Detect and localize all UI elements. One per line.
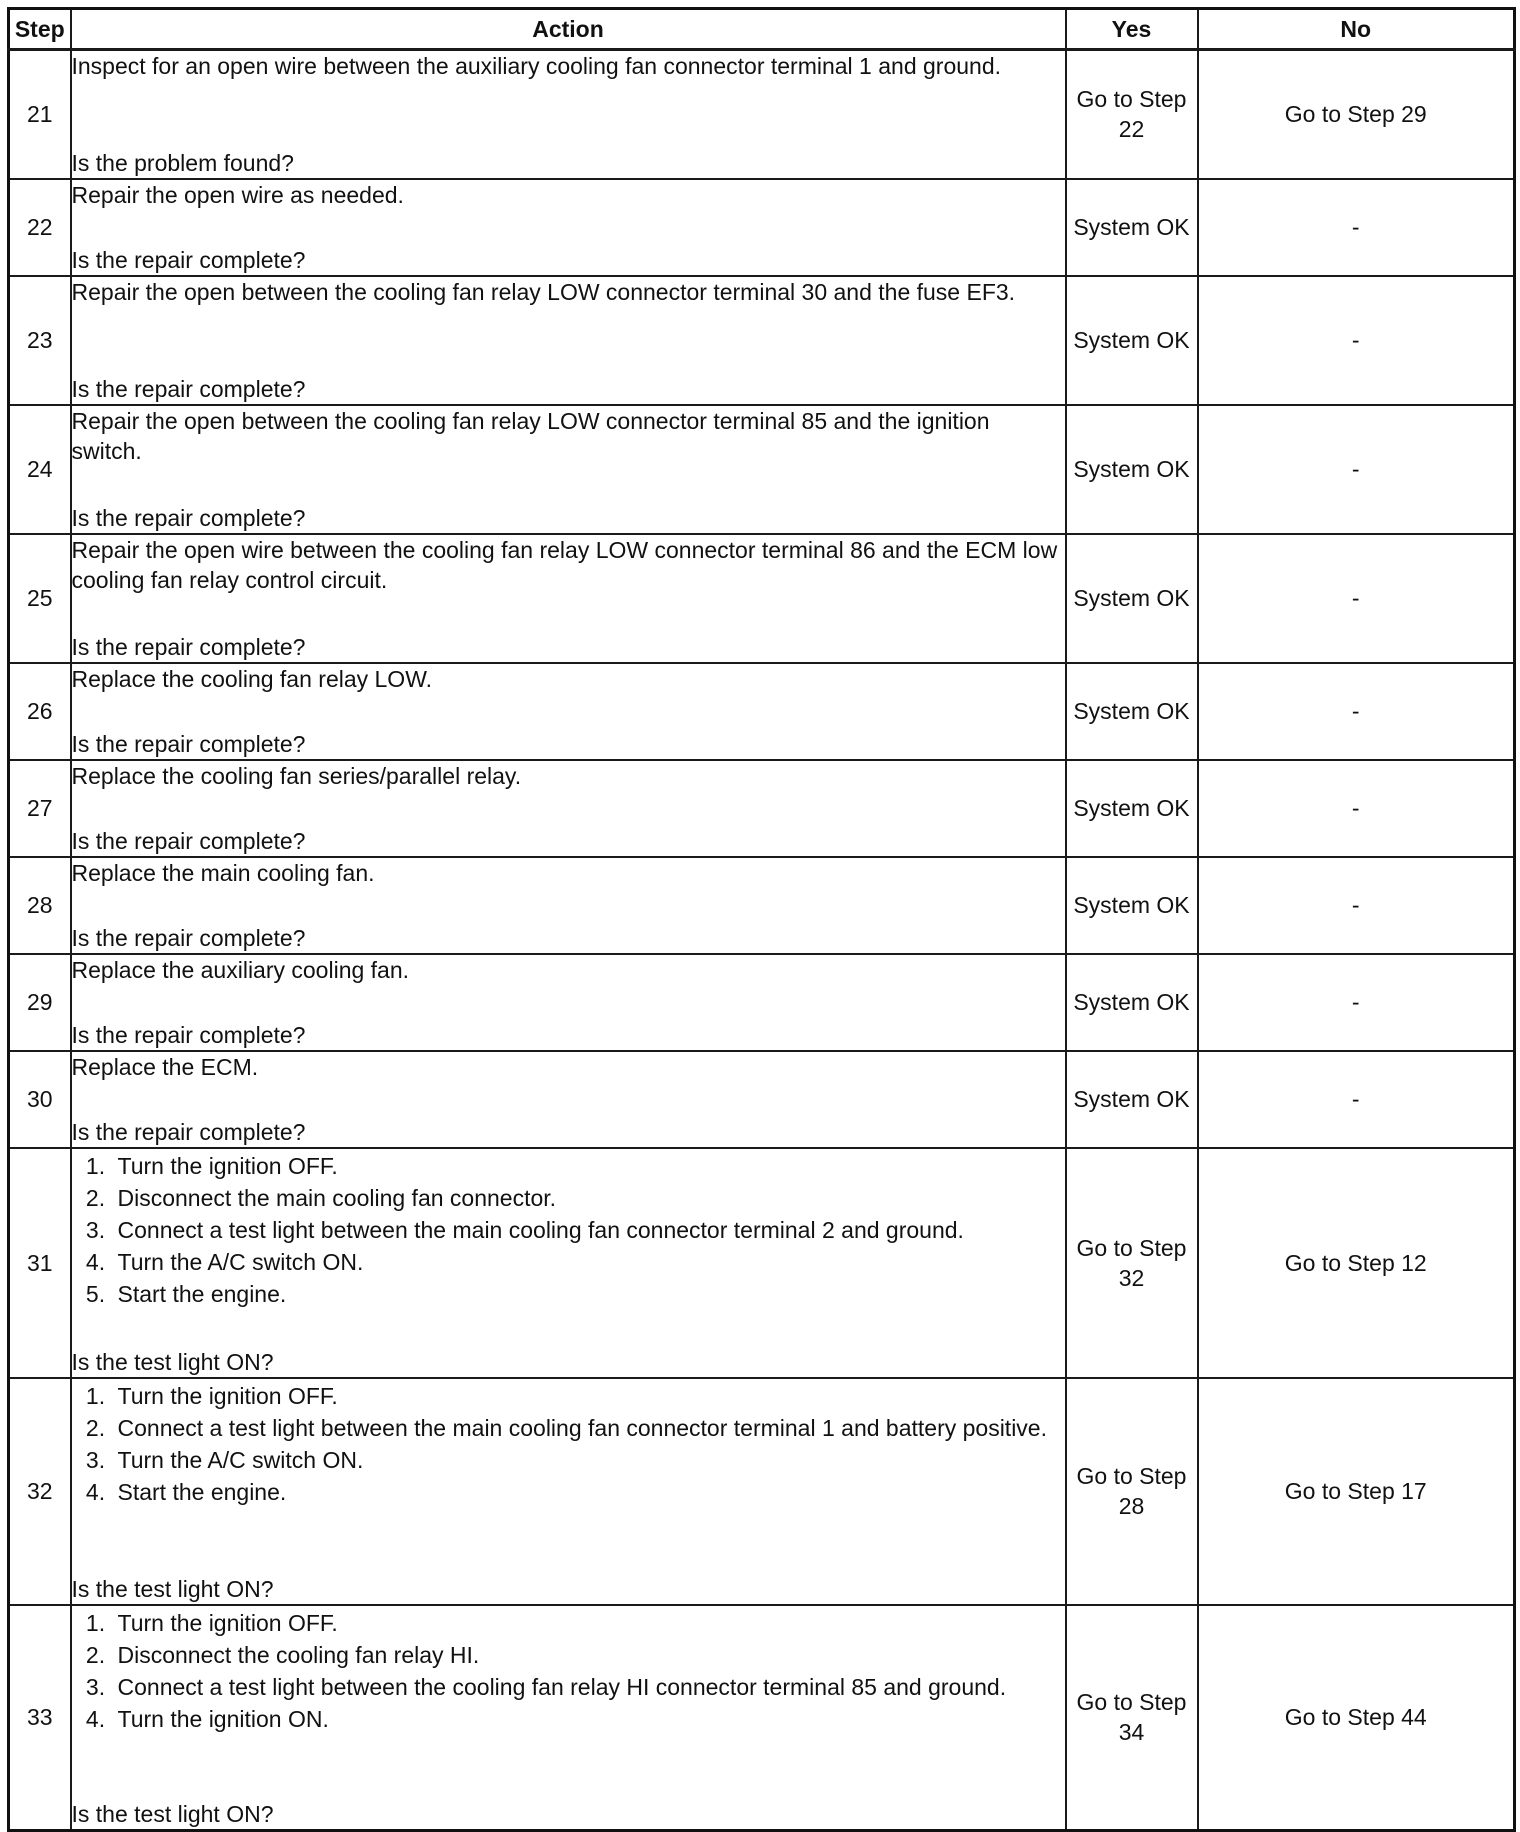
action-question: Is the repair complete? — [71, 375, 306, 402]
action-content — [72, 277, 1065, 404]
diagnostic-page — [7, 7, 1513, 1827]
table-row — [9, 179, 1515, 276]
action-body — [72, 955, 1065, 985]
action-content — [72, 1379, 1065, 1604]
procedure-item: 2. Connect a test light between the main cooling fan connector terminal 1 and battery positive. — [112, 1413, 1065, 1443]
action-question: Is the repair complete? — [71, 924, 306, 951]
table-row — [9, 276, 1515, 405]
procedure-item: 2. Disconnect the main cooling fan connector. — [112, 1183, 1065, 1213]
action-text: Repair the open between the cooling fan relay LOW connector terminal 30 and the fuse EF3. — [71, 278, 1016, 305]
action-body — [72, 1606, 1065, 1736]
no-result: - — [1198, 179, 1515, 276]
action-content — [72, 955, 1065, 1050]
action-text: Repair the open wire between the cooling fan relay LOW connector terminal 86 and the ECM low cooling fan relay control circuit. — [71, 536, 1058, 593]
action-body — [72, 277, 1065, 307]
table-row — [9, 857, 1515, 954]
action-cell — [71, 663, 1066, 760]
procedure-item: 4. Turn the A/C switch ON. — [112, 1247, 1065, 1277]
table-row — [9, 534, 1515, 663]
no-result: Go to Step 29 — [1198, 50, 1515, 179]
action-question: Is the test light ON? — [71, 1575, 274, 1602]
action-body — [72, 664, 1065, 694]
action-body — [72, 858, 1065, 888]
action-body — [72, 406, 1065, 466]
procedure-item: 3. Connect a test light between the cooling fan relay HI connector terminal 85 and ground. — [112, 1672, 1065, 1702]
action-content — [72, 858, 1065, 953]
action-cell — [71, 1148, 1066, 1378]
action-question: Is the test light ON? — [71, 1801, 274, 1827]
no-result: - — [1198, 663, 1515, 760]
yes-result: System OK — [1066, 663, 1198, 760]
table-row — [9, 1148, 1515, 1378]
no-result: - — [1198, 534, 1515, 663]
action-question: Is the repair complete? — [71, 1118, 306, 1145]
table-row — [9, 1378, 1515, 1605]
action-content — [72, 406, 1065, 533]
procedure-list — [72, 1151, 1065, 1309]
action-cell — [71, 1605, 1066, 1831]
yes-result: System OK — [1066, 760, 1198, 857]
procedure-list — [72, 1381, 1065, 1507]
step-number: 29 — [9, 954, 71, 1051]
action-text: Repair the open between the cooling fan relay LOW connector terminal 85 and the ignition switch. — [71, 407, 990, 464]
diagnostic-table — [7, 7, 1516, 1832]
action-text: Repair the open wire as needed. — [71, 181, 404, 208]
action-text: Replace the main cooling fan. — [71, 859, 375, 886]
action-cell — [71, 954, 1066, 1051]
no-result: - — [1198, 857, 1515, 954]
step-number: 21 — [9, 50, 71, 179]
no-result: Go to Step 12 — [1198, 1148, 1515, 1378]
action-content — [72, 1149, 1065, 1377]
yes-result: Go to Step 32 — [1066, 1148, 1198, 1378]
action-cell — [71, 1051, 1066, 1148]
action-content — [72, 761, 1065, 856]
action-body — [72, 1052, 1065, 1082]
table-row — [9, 405, 1515, 534]
action-content — [72, 1052, 1065, 1147]
step-number: 28 — [9, 857, 71, 954]
step-number: 33 — [9, 1605, 71, 1831]
no-result: Go to Step 17 — [1198, 1378, 1515, 1605]
yes-result: System OK — [1066, 857, 1198, 954]
header-row — [9, 9, 1515, 50]
action-cell — [71, 1378, 1066, 1605]
action-body — [72, 761, 1065, 791]
step-number: 30 — [9, 1051, 71, 1148]
action-cell — [71, 405, 1066, 534]
action-text: Replace the cooling fan series/parallel relay. — [71, 762, 522, 789]
yes-result: System OK — [1066, 954, 1198, 1051]
action-cell — [71, 276, 1066, 405]
header-step: Step — [9, 9, 71, 50]
action-body — [72, 1379, 1065, 1509]
procedure-item: 4. Start the engine. — [112, 1477, 1065, 1507]
procedure-item: 1. Turn the ignition OFF. — [112, 1151, 1065, 1181]
header-yes: Yes — [1066, 9, 1198, 50]
action-text: Replace the ECM. — [71, 1053, 259, 1080]
action-question: Is the problem found? — [71, 149, 294, 176]
action-question: Is the repair complete? — [71, 1021, 306, 1048]
table-row — [9, 1605, 1515, 1831]
step-number: 22 — [9, 179, 71, 276]
action-content — [72, 1606, 1065, 1830]
step-number: 31 — [9, 1148, 71, 1378]
action-question: Is the repair complete? — [71, 633, 306, 660]
action-body — [72, 1149, 1065, 1311]
action-question: Is the repair complete? — [71, 827, 306, 854]
action-content — [72, 180, 1065, 275]
step-number: 23 — [9, 276, 71, 405]
action-content — [72, 51, 1065, 178]
table-row — [9, 1051, 1515, 1148]
action-cell — [71, 179, 1066, 276]
yes-result: System OK — [1066, 179, 1198, 276]
header-action: Action — [71, 9, 1066, 50]
step-number: 24 — [9, 405, 71, 534]
procedure-item: 1. Turn the ignition OFF. — [112, 1381, 1065, 1411]
yes-result: Go to Step 34 — [1066, 1605, 1198, 1831]
yes-result: Go to Step 28 — [1066, 1378, 1198, 1605]
step-number: 26 — [9, 663, 71, 760]
yes-result: System OK — [1066, 405, 1198, 534]
action-question: Is the repair complete? — [71, 730, 306, 757]
table-body — [9, 50, 1515, 1831]
procedure-item: 4. Turn the ignition ON. — [112, 1704, 1065, 1734]
step-number: 27 — [9, 760, 71, 857]
action-body — [72, 180, 1065, 210]
action-content — [72, 535, 1065, 662]
action-question: Is the repair complete? — [71, 246, 306, 273]
action-question: Is the test light ON? — [71, 1348, 274, 1375]
no-result: - — [1198, 1051, 1515, 1148]
action-cell — [71, 760, 1066, 857]
action-body — [72, 51, 1065, 81]
action-text: Inspect for an open wire between the auxiliary cooling fan connector terminal 1 and ground. — [71, 53, 1002, 79]
action-cell — [71, 857, 1066, 954]
table-row — [9, 760, 1515, 857]
no-result: - — [1198, 276, 1515, 405]
action-text: Replace the cooling fan relay LOW. — [71, 665, 433, 692]
procedure-item: 1. Turn the ignition OFF. — [112, 1608, 1065, 1638]
action-content — [72, 664, 1065, 759]
procedure-item: 2. Disconnect the cooling fan relay HI. — [112, 1640, 1065, 1670]
table-row — [9, 954, 1515, 1051]
yes-result: System OK — [1066, 276, 1198, 405]
action-question: Is the repair complete? — [71, 504, 306, 531]
header-no: No — [1198, 9, 1515, 50]
action-body — [72, 535, 1065, 595]
procedure-item: 3. Turn the A/C switch ON. — [112, 1445, 1065, 1475]
table-row — [9, 50, 1515, 179]
no-result: - — [1198, 405, 1515, 534]
yes-result: System OK — [1066, 1051, 1198, 1148]
no-result: - — [1198, 954, 1515, 1051]
yes-result: System OK — [1066, 534, 1198, 663]
action-text: Replace the auxiliary cooling fan. — [71, 956, 410, 983]
step-number: 25 — [9, 534, 71, 663]
no-result: Go to Step 44 — [1198, 1605, 1515, 1831]
action-cell — [71, 534, 1066, 663]
yes-result: Go to Step 22 — [1066, 50, 1198, 179]
step-number: 32 — [9, 1378, 71, 1605]
action-cell — [71, 50, 1066, 179]
table-row — [9, 663, 1515, 760]
no-result: - — [1198, 760, 1515, 857]
procedure-list — [72, 1608, 1065, 1734]
procedure-item: 5. Start the engine. — [112, 1279, 1065, 1309]
procedure-item: 3. Connect a test light between the main cooling fan connector terminal 2 and ground. — [112, 1215, 1065, 1245]
